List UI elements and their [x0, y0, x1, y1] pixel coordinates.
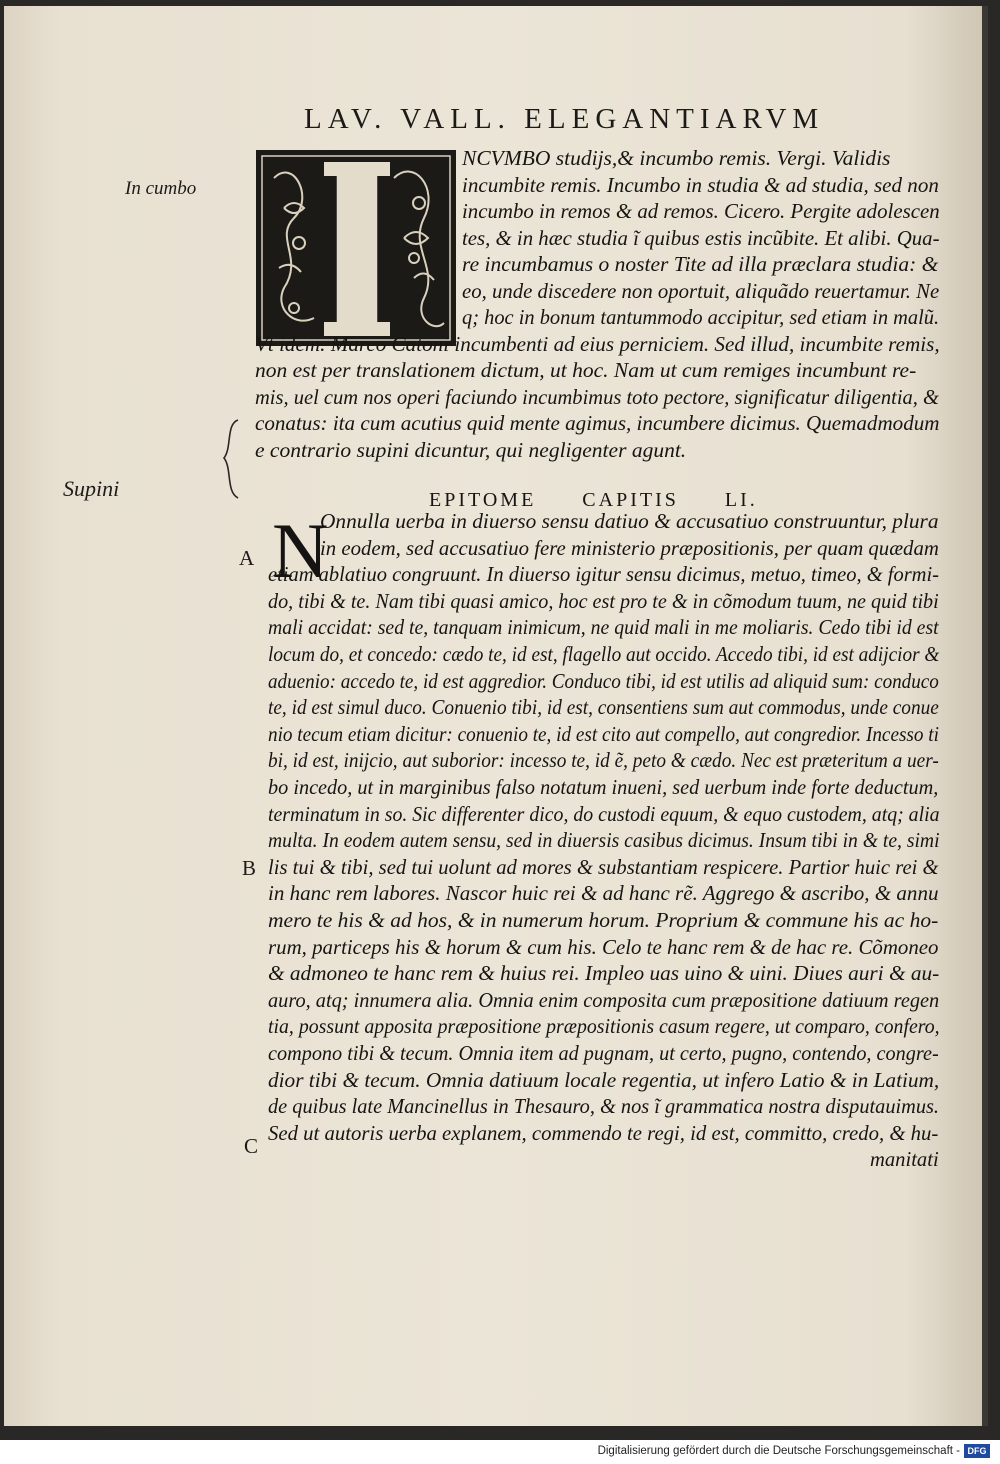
paragraph2-line: terminatum in so. Sic differenter dico, do custodi equum, & equo custodem, atq; alia: [268, 801, 940, 826]
paragraph2-line: manitati: [870, 1147, 939, 1172]
paragraph1-line: Vt idem. Marco Catoni incumbenti ad eius perniciem. Sed illud, incumbite remis,: [255, 331, 940, 356]
paragraph1-line: conatus: ita cum acutius quid mente agimus, incumbere dicimus. Quemadmodum: [255, 411, 940, 435]
margin-note-supini: Supini: [63, 476, 120, 501]
book-page: [4, 6, 988, 1426]
paragraph2-line: mero te his & ad hos, & in numerum horum. Proprium & commune his ac ho-: [268, 908, 939, 932]
paragraph2-line: & admoneo te hanc rem & huius rei. Impleo uas uino & uini. Diues auri & au-: [268, 961, 940, 986]
paragraph2-line: locum do, et concedo: cædo te, id est, flagello aut occido. Accedo tibi, id est adijcior &: [268, 642, 940, 666]
margin-note-incumbo: In cumbo: [125, 178, 197, 199]
handwritten-brace-mark: [218, 418, 244, 500]
paragraph1-line: q; hoc in bonum tantummodo accipitur, sed etiam in malũ.: [462, 305, 940, 329]
paragraph1-line: non est per translationem dictum, ut hoc. Nam ut cum remiges incumbunt re-: [255, 358, 917, 382]
paragraph1-line: tes, & in hæc studia ĩ quibus estis incũbite. Et alibi. Qua-: [462, 225, 940, 250]
paragraph2-line: rum, particeps his & horum & cum his. Celo te hanc rem & de hac re. Cõmoneo: [268, 934, 939, 959]
paragraph2-line: do, tibi & te. Nam tibi quasi amico, hoc est pro te & in cõmodum tuum, ne quid tibi: [268, 588, 939, 613]
margin-letter-b: B: [242, 856, 257, 880]
section-heading: EPITOME CAPITIS LI.: [429, 489, 758, 511]
paragraph1-line: incumbo in remos & ad remos. Cicero. Pergite adolescen: [462, 199, 940, 223]
decorated-initial-i: [254, 148, 458, 348]
paragraph2-line: compono tibi & tecum. Omnia item ad pugnam, ut certo, pugno, contendo, congre-: [268, 1041, 939, 1065]
paragraph1-line: e contrario supini dicuntur, qui negligenter agunt.: [255, 437, 687, 462]
paragraph2-line: auro, atq; innumera alia. Omnia enim composita cum præpositione datiuum regen: [268, 987, 940, 1012]
margin-letter-a: A: [239, 546, 255, 570]
footer-credit: Digitalisierung gefördert durch die Deutsche Forschungsgemeinschaft -: [597, 1445, 960, 1457]
paragraph2-line: dior tibi & tecum. Omnia datiuum locale regentia, ut infero Latio & in Latium,: [268, 1067, 940, 1092]
paragraph1-line: incumbite remis. Incumbo in studia & ad studia, sed non: [462, 172, 939, 197]
paragraph2-line: bi, id est, inijcio, aut suborior: incesso te, id ẽ, peto & cædo. Nec est præteritum a uer-: [268, 748, 939, 773]
paragraph2-line: Sed ut autoris uerba explanem, commendo te regi, id est, committo, credo, & hu-: [268, 1120, 939, 1145]
paragraph2-line: de quibus late Mancinellus in Thesauro, & nos ĩ grammatica nostra disputauimus.: [268, 1094, 940, 1119]
paragraph2-line: lis tui & tibi, sed tui uolunt ad mores & substantiam respicere. Partior huic rei &: [268, 854, 939, 879]
paragraph2-line: multa. In eodem autem sensu, sed in diuersis casibus dicimus. Insum tibi in & te, simi: [268, 828, 940, 853]
paragraph2-line: etiam ablatiuo congruunt. In diuerso igitur sensu dicimus, metuo, timeo, & formi-: [268, 562, 940, 587]
paragraph2-line: tia, possunt apposita præpositione præpositionis casum regere, ut comparo, confero,: [268, 1014, 940, 1039]
margin-letter-c: C: [244, 1134, 259, 1158]
paragraph1-line: mis, uel cum nos operi faciundo incumbimus toto pectore, significatur diligentia, &: [255, 384, 940, 409]
running-head: LAV. VALL. ELEGANTIARVM: [304, 103, 825, 135]
paragraph2-line: Onnulla uerba in diuerso sensu datiuo & accusatiuo construuntur, plura: [320, 509, 939, 533]
paragraph2-line: bo incedo, ut in marginibus falso notatum inueni, sed uerbum inde forte deductum,: [268, 775, 939, 799]
initial-letter-n: N: [272, 507, 329, 594]
paragraph2-line: in hanc rem labores. Nascor huic rei & ad hanc rẽ. Aggrego & ascribo, & annu: [268, 881, 939, 906]
paragraph2-line: te, id est simul duco. Conuenio tibi, id est, consentiens sum aut commodus, unde conue: [268, 695, 939, 720]
paragraph2-line: mali accidat: sed te, tanquam inimicum, ne quid mali in me moliaris. Cedo tibi id est: [268, 615, 939, 640]
paragraph1-line: re incumbamus o noster Tite ad illa præclara studia: &: [462, 252, 939, 276]
paragraph2-line: in eodem, sed accusatiuo fere ministerio præpositionis, per quam quædam: [320, 535, 939, 560]
dfg-logo: DFG: [964, 1444, 990, 1458]
paragraph1-line: eo, unde discedere non oportuit, aliquãdo reuertamur. Ne: [462, 278, 940, 303]
paragraph2-line: aduenio: accedo te, id est aggredior. Conduco tibi, id est utilis ad aliquid sum: conduco: [268, 668, 939, 693]
paragraph1-line: NCVMBO studijs,& incumbo remis. Vergi. Validis: [462, 146, 891, 170]
paragraph2-line: nio tecum etiam dicitur: conuenio te, id est cito aut compello, aut congredior. Incesso ti: [268, 721, 939, 746]
